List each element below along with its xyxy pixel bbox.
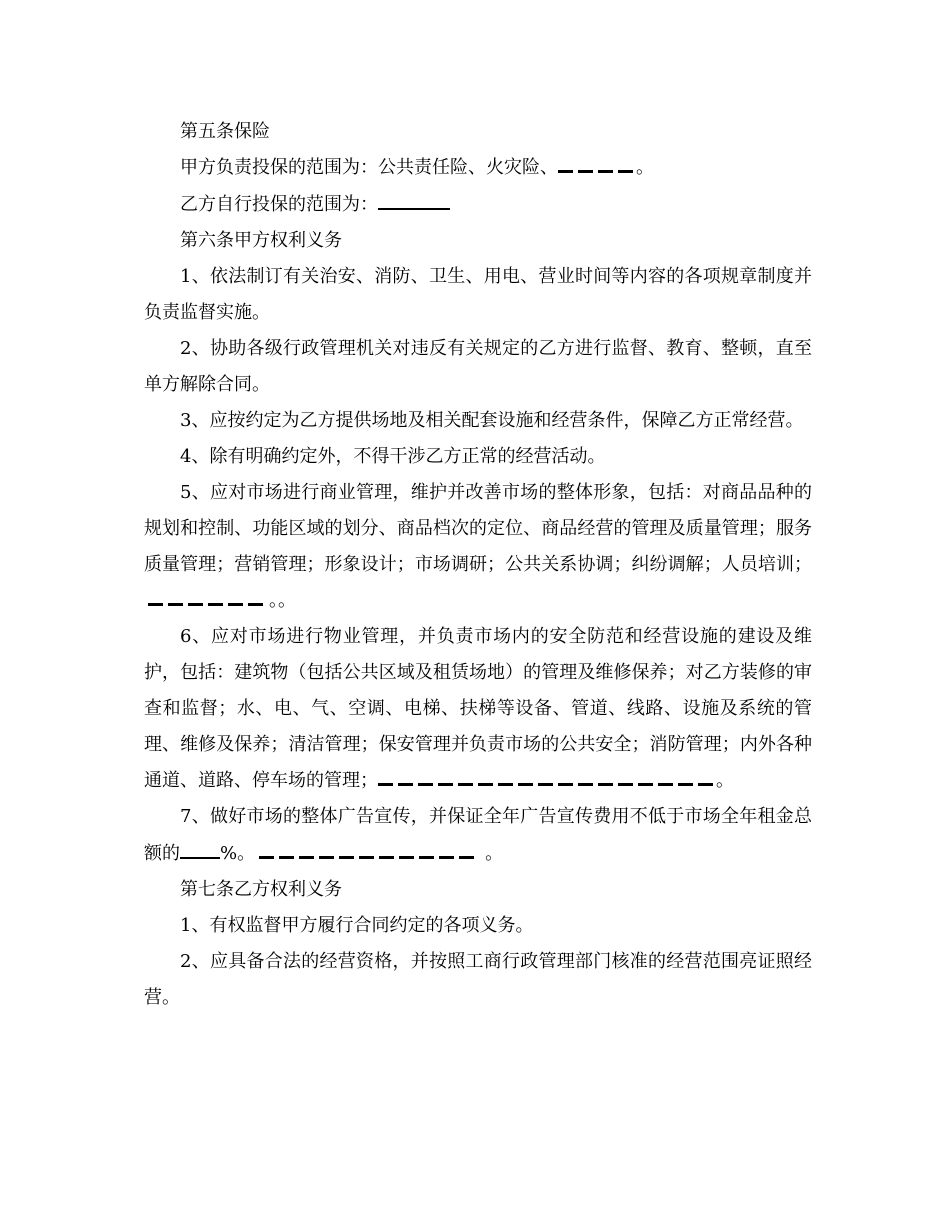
article-7-item-1: 1、有权监督甲方履行合同约定的各项义务。 [180,915,534,936]
party-a-insurance-clause [144,150,812,186]
party-b-insurance-clause [144,186,812,223]
party-a-insurance-text: 甲方负责投保的范围为：公共责任险、火灾险、 [180,157,558,178]
article-6-item-5-text: 5、应对市场进行商业管理，维护并改善市场的整体形象，包括：对商品品种的规划和控制、功能区域的划分、商品档次的定位、商品经营的管理及质量管理；服务质量管理；营销管理；形象设计；市场调研；公共关系协调；纠纷调解；人员培训； [144,482,812,575]
article-6-item-3: 3、应按约定为乙方提供场地及相关配套设施和经营条件，保障乙方正常经营。 [180,410,804,431]
party-b-insurance-blank[interactable] [378,186,450,210]
party-b-insurance-text: 乙方自行投保的范围为： [180,194,378,215]
article-6-item-5-blank[interactable] [148,584,263,606]
article-7-heading: 第七条乙方权利义务 [180,879,342,900]
article-6-item-6 [144,619,812,799]
article-6-item-7-text-b: %。 [220,843,256,864]
article-6-item-5 [144,475,812,619]
article-6-item-7-blank[interactable] [259,837,479,859]
party-a-insurance-blank[interactable] [558,151,633,173]
article-6-item-1: 1、依法制订有关治安、消防、卫生、用电、营业时间等内容的各项规章制度并负责监督实施。 [144,266,812,323]
article-6-item-5-end: 。。 [269,590,296,611]
article-6-item-6-text: 6、应对市场进行物业管理，并负责市场内的安全防范和经营设施的建设及维护，包括：建筑物（包括公共区域及租赁场地）的管理及维修保养；对乙方装修的审查和监督；水、电、气、空调、电梯、扶梯等设备、管道、线路、设施及系统的管理、维修及保养；清洁管理；保安管理并负责市场的公共安全；消防管理；内外各种通道、道路、停车场的管理； [144,626,812,791]
article-5-heading: 第五条保险 [180,121,270,142]
article-6-item-6-blank[interactable] [378,764,713,786]
article-6-item-7 [144,799,812,872]
article-6-item-4: 4、除有明确约定外，不得干涉乙方正常的经营活动。 [180,446,606,467]
article-6-item-2: 2、协助各级行政管理机关对违反有关规定的乙方进行监督、教育、整顿，直至单方解除合同。 [144,338,812,395]
article-7-item-2: 2、应具备合法的经营资格，并按照工商行政管理部门核准的经营范围亮证照经营。 [144,951,812,1008]
party-a-insurance-end: 。 [636,157,654,178]
ad-budget-percent-blank[interactable] [180,835,220,859]
article-6-item-7-text-a: 7、做好市场的整体广告宣传，并保证全年广告宣传费用不低于市场全年租金总额的 [144,806,812,864]
contract-page [144,114,812,1016]
article-6-item-6-end: 。 [716,770,734,791]
article-6-heading: 第六条甲方权利义务 [180,230,342,251]
article-6-item-7-end: 。 [485,843,504,864]
